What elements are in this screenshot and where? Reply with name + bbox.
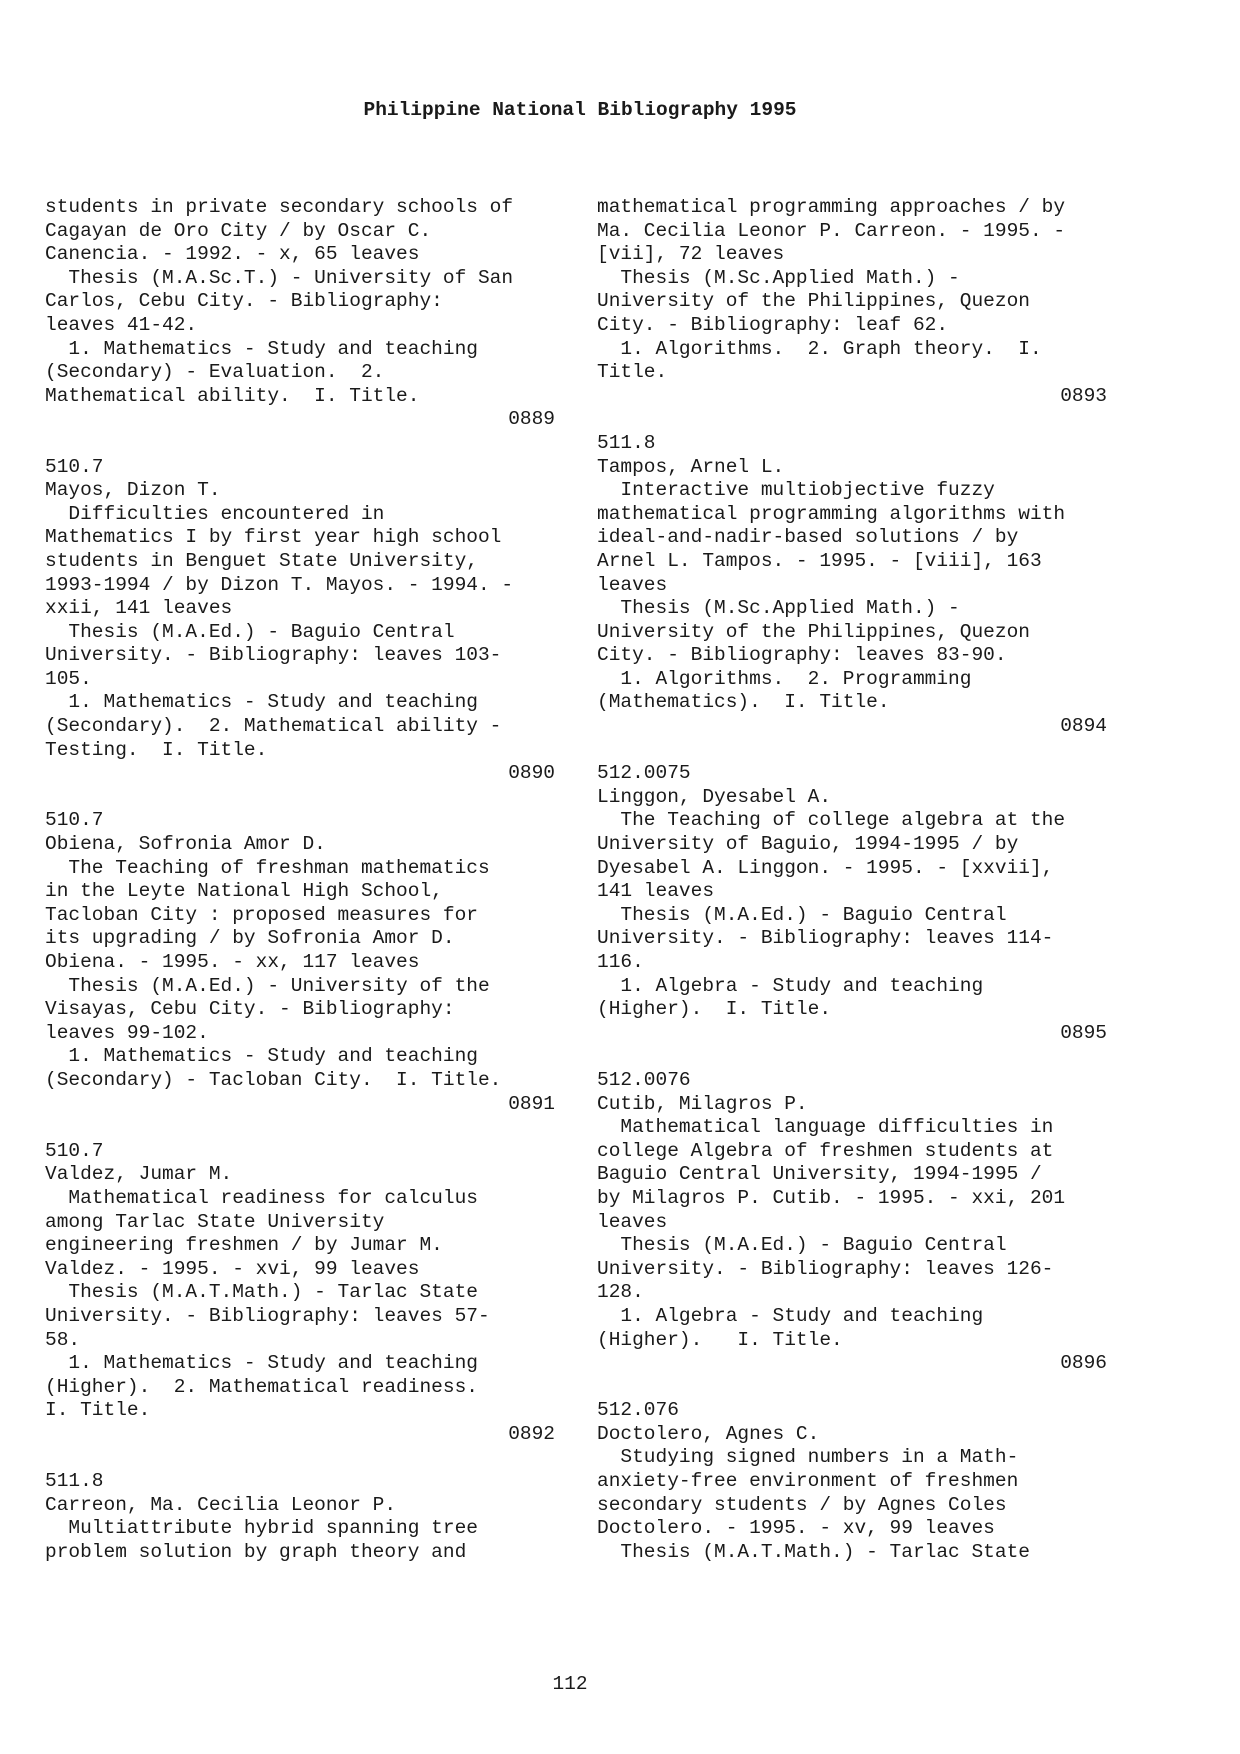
entry-line: Carlos, Cebu City. - Bibliography: <box>45 290 443 313</box>
entry-line: 1. Mathematics - Study and teaching <box>45 337 478 360</box>
entry-line: leaves 99-102. <box>45 1021 209 1044</box>
entry-line: Canencia. - 1992. - x, 65 leaves <box>45 243 420 266</box>
entry-line: (Higher). 2. Mathematical readiness. <box>45 1375 478 1398</box>
entry-line: 105. <box>45 667 92 690</box>
entry-line: anxiety-free environment of freshmen <box>597 1470 1019 1493</box>
entry-line: Difficulties encountered in <box>45 502 385 525</box>
entry-line: Thesis (M.A.Ed.) - Baguio Central <box>45 620 455 643</box>
page-title: Philippine National Bibliography 1995 <box>363 99 797 121</box>
bibliography-entry <box>597 196 1107 408</box>
entry-line: mathematical programming algorithms with <box>597 502 1066 525</box>
entry-line: (Secondary). 2. Mathematical ability - <box>45 715 502 738</box>
entry-line: Doctolero, Agnes C. <box>597 1422 820 1445</box>
entry-line: University. - Bibliography: leaves 57- <box>45 1304 490 1327</box>
entry-line: Mayos, Dizon T. <box>45 479 221 502</box>
entry-line: I. Title. <box>45 1399 151 1422</box>
bibliography-entry <box>45 196 555 432</box>
entry-line: xxii, 141 leaves <box>45 597 233 620</box>
entry-line: Multiattribute hybrid spanning tree <box>45 1517 478 1540</box>
entry-spacer <box>45 1446 555 1470</box>
entry-line: University of the Philippines, Quezon <box>597 620 1030 643</box>
entry-line: 1. Algorithms. 2. Programming <box>597 667 972 690</box>
entry-line: students in private secondary schools of <box>45 196 514 218</box>
entry-line: leaves 41-42. <box>45 313 198 336</box>
entry-line: students in Benguet State University, <box>45 549 478 572</box>
entry-number: 0896 <box>1060 1352 1107 1375</box>
entry-line: Mathematics I by first year high school <box>45 526 502 549</box>
entry-line: 1. Algorithms. 2. Graph theory. I. <box>597 337 1042 360</box>
entry-line: 512.0076 <box>597 1068 691 1091</box>
entry-line: by Milagros P. Cutib. - 1995. - xxi, 201 <box>597 1186 1066 1209</box>
entry-number: 0895 <box>1060 1021 1107 1044</box>
entry-line: Doctolero. - 1995. - xv, 99 leaves <box>597 1517 995 1540</box>
entry-line: Visayas, Cebu City. - Bibliography: <box>45 998 455 1021</box>
bibliography-entry <box>597 762 1107 1045</box>
entry-line: (Higher). I. Title. <box>597 998 832 1021</box>
entry-line: secondary students / by Agnes Coles <box>597 1493 1007 1516</box>
entry-line: City. - Bibliography: leaves 83-90. <box>597 644 1007 667</box>
entry-line: Title. <box>597 361 668 384</box>
entry-line: [vii], 72 leaves <box>597 243 785 266</box>
entry-line: Obiena, Sofronia Amor D. <box>45 833 326 856</box>
entry-line: Interactive multiobjective fuzzy <box>597 479 995 502</box>
entry-line: University. - Bibliography: leaves 114- <box>597 927 1054 950</box>
entry-line: Thesis (M.A.Ed.) - Baguio Central <box>597 903 1007 926</box>
entry-line: (Higher). I. Title. <box>597 1328 843 1351</box>
entry-line: Ma. Cecilia Leonor P. Carreon. - 1995. - <box>597 219 1066 242</box>
entry-line: Testing. I. Title. <box>45 738 268 761</box>
entry-line: (Secondary) - Evaluation. 2. <box>45 361 385 384</box>
entry-line: 511.8 <box>597 431 656 454</box>
entry-line: Carreon, Ma. Cecilia Leonor P. <box>45 1493 397 1516</box>
entry-number: 0889 <box>508 408 555 431</box>
entry-line: 510.7 <box>45 1139 104 1162</box>
entry-number: 0890 <box>508 762 555 785</box>
entry-line: Obiena. - 1995. - xx, 117 leaves <box>45 951 420 973</box>
entry-line: Cutib, Milagros P. <box>597 1092 808 1115</box>
page-number: 112 <box>552 1673 588 1695</box>
entry-line: Baguio Central University, 1994-1995 / <box>597 1163 1042 1186</box>
bibliography-entry <box>597 1069 1107 1376</box>
bibliography-entry <box>45 1470 555 1564</box>
entry-line: Dyesabel A. Linggon. - 1995. - [xxvii], <box>597 856 1054 879</box>
entry-line: Thesis (M.A.Ed.) - University of the <box>45 974 490 997</box>
entry-line: 1. Mathematics - Study and teaching <box>45 691 478 714</box>
entry-line: Mathematical readiness for calculus <box>45 1186 478 1209</box>
entry-line: Linggon, Dyesabel A. <box>597 785 832 808</box>
entry-line: Thesis (M.A.Ed.) - Baguio Central <box>597 1234 1007 1257</box>
entry-line: Thesis (M.A.T.Math.) - Tarlac State <box>45 1281 478 1304</box>
left-column <box>45 196 555 1564</box>
entry-line: Studying signed numbers in a Math- <box>597 1446 1019 1469</box>
entry-line: University. - Bibliography: leaves 126- <box>597 1257 1054 1280</box>
entry-line: 510.7 <box>45 809 104 832</box>
entry-line: Valdez, Jumar M. <box>45 1163 233 1186</box>
entry-line: in the Leyte National High School, <box>45 880 443 903</box>
bibliography-entry <box>45 1140 555 1447</box>
entry-spacer <box>597 1045 1107 1069</box>
entry-line: Thesis (M.A.Sc.T.) - University of San <box>45 266 514 289</box>
entry-line: Thesis (M.Sc.Applied Math.) - <box>597 266 960 289</box>
entry-line: (Secondary) - Tacloban City. I. Title. <box>45 1068 502 1091</box>
entry-line: 58. <box>45 1328 81 1351</box>
entry-line: The Teaching of freshman mathematics <box>45 856 490 879</box>
entry-line: among Tarlac State University <box>45 1210 385 1233</box>
entry-line: University. - Bibliography: leaves 103- <box>45 644 502 667</box>
entry-line: The Teaching of college algebra at the <box>597 809 1066 832</box>
entry-line: mathematical programming approaches / by <box>597 196 1066 218</box>
entry-line: 1. Mathematics - Study and teaching <box>45 1352 478 1375</box>
entry-spacer <box>597 1376 1107 1400</box>
entry-line: 141 leaves <box>597 880 715 903</box>
entry-line: engineering freshmen / by Jumar M. <box>45 1234 443 1257</box>
entry-spacer <box>597 739 1107 763</box>
entry-number: 0894 <box>1060 715 1107 738</box>
entry-line: 510.7 <box>45 455 104 478</box>
entry-line: (Mathematics). I. Title. <box>597 691 890 714</box>
entry-line: problem solution by graph theory and <box>45 1540 467 1563</box>
entry-line: Valdez. - 1995. - xvi, 99 leaves <box>45 1257 420 1280</box>
entry-line: 1. Mathematics - Study and teaching <box>45 1045 478 1068</box>
bibliography-entry <box>45 809 555 1116</box>
entry-line: Thesis (M.Sc.Applied Math.) - <box>597 597 960 620</box>
bibliography-entry <box>597 432 1107 739</box>
entry-line: leaves <box>597 1210 668 1233</box>
entry-line: 511.8 <box>45 1470 104 1493</box>
entry-line: Cagayan de Oro City / by Oscar C. <box>45 219 432 242</box>
entry-spacer <box>597 408 1107 432</box>
entry-number: 0892 <box>508 1422 555 1445</box>
entry-line: University of the Philippines, Quezon <box>597 290 1030 313</box>
entry-line: 1993-1994 / by Dizon T. Mayos. - 1994. - <box>45 573 514 596</box>
entry-line: Thesis (M.A.T.Math.) - Tarlac State <box>597 1540 1030 1563</box>
entry-spacer <box>45 432 555 456</box>
entry-line: Mathematical ability. I. Title. <box>45 384 420 407</box>
bibliography-entry <box>45 456 555 786</box>
entry-line: 1. Algebra - Study and teaching <box>597 1304 984 1327</box>
entry-line: Tacloban City : proposed measures for <box>45 903 478 926</box>
entry-line: City. - Bibliography: leaf 62. <box>597 313 949 336</box>
entry-line: college Algebra of freshmen students at <box>597 1139 1054 1162</box>
entry-line: 1. Algebra - Study and teaching <box>597 974 984 997</box>
entry-spacer <box>45 1116 555 1140</box>
entry-number: 0893 <box>1060 384 1107 407</box>
entry-line: 116. <box>597 951 644 973</box>
entry-spacer <box>45 786 555 810</box>
entry-line: Mathematical language difficulties in <box>597 1116 1054 1139</box>
bibliography-entry <box>597 1399 1107 1564</box>
right-column <box>597 196 1107 1564</box>
entry-line: Tampos, Arnel L. <box>597 455 785 478</box>
entry-line: University of Baguio, 1994-1995 / by <box>597 833 1019 856</box>
entry-line: ideal-and-nadir-based solutions / by <box>597 526 1019 549</box>
entry-line: leaves <box>597 573 668 596</box>
entry-line: 512.0075 <box>597 762 691 785</box>
entry-line: 512.076 <box>597 1399 679 1422</box>
entry-line: its upgrading / by Sofronia Amor D. <box>45 927 455 950</box>
entry-line: 128. <box>597 1281 644 1304</box>
entry-number: 0891 <box>508 1092 555 1115</box>
entry-line: Arnel L. Tampos. - 1995. - [viii], 163 <box>597 549 1042 572</box>
